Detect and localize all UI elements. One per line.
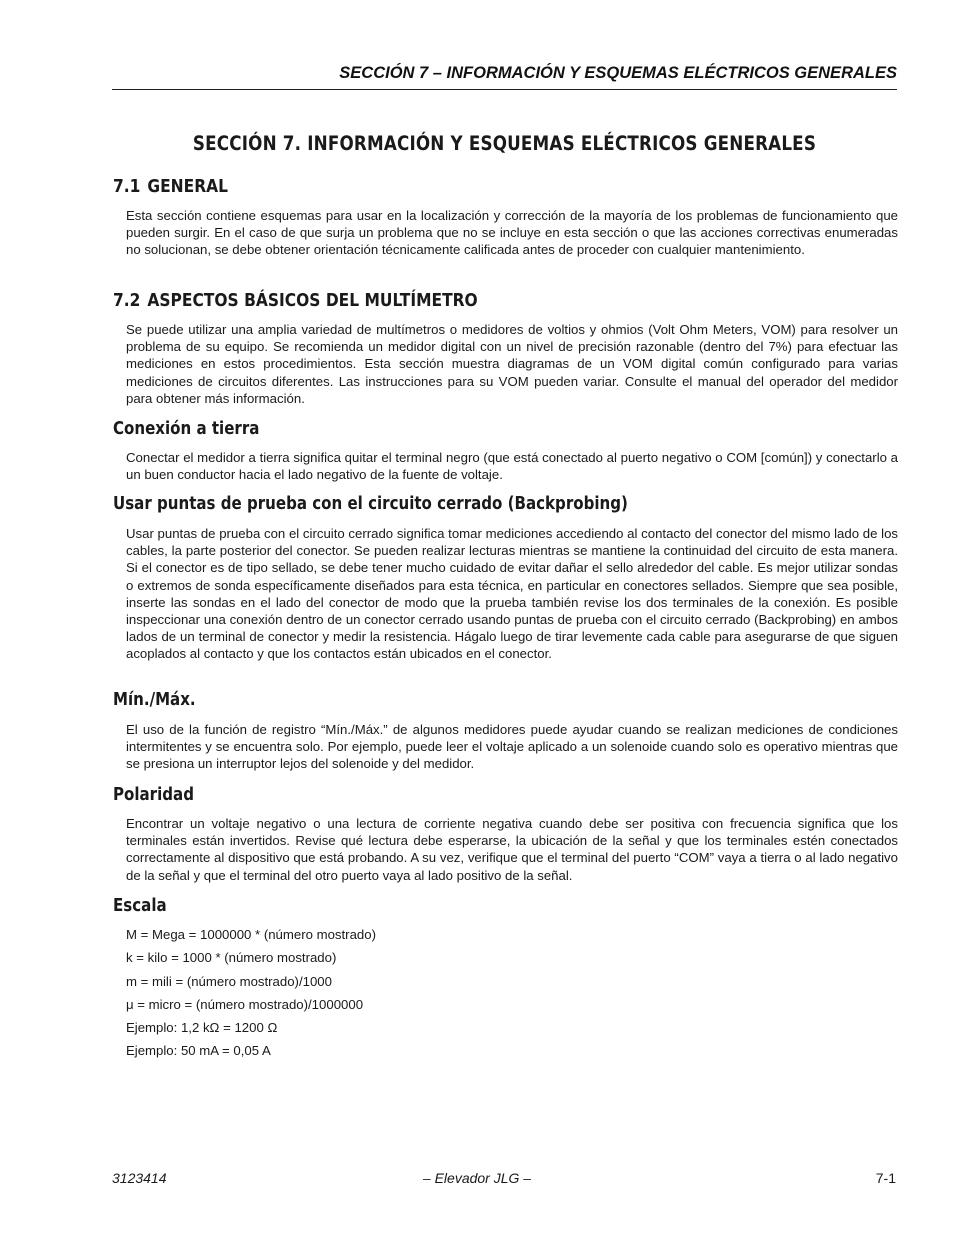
- heading-7-2-title: ASPECTOS BÁSICOS DEL MULTÍMETRO: [147, 290, 478, 311]
- ground-paragraph: Conectar el medidor a tierra significa quitar el terminal negro (que está conectado al puerto negativo o COM [común]) y conectarlo a un buen conductor hacia el lado negativo de la fuente de voltaje.: [126, 450, 898, 483]
- heading-7-1-number: 7.1: [113, 176, 141, 197]
- footer-doc-number: 3123414: [112, 1170, 167, 1186]
- scale-line-mili: m = mili = (número mostrado)/1000: [126, 974, 332, 989]
- polarity-paragraph: Encontrar un voltaje negativo o una lectura de corriente negativa cuando debe ser positiva con frecuencia significa que los terminales están invertidos. Revise qué lectura debe esperarse, la ubicación de la señal y que los terminales estén conectados correctamente al dispositivo que está probando. A su vez, verifique que el terminal del puerto “COM” vaya a tierra o al lado negativo de la señal y que el terminal del otro puerto vaya al lado positivo de la señal.: [126, 816, 898, 883]
- minmax-paragraph: El uso de la función de registro “Mín./Máx.” de algunos medidores puede ayudar cuando se realizan mediciones de condiciones intermitentes y se encuentra solo. Por ejemplo, puede leer el voltaje aplicado a un solenoide cuando solo es operativo mientras que se presiona un interruptor lejos del solenoide y del medidor.: [126, 722, 898, 772]
- general-paragraph: Esta sección contiene esquemas para usar en la localización y corrección de la mayoría de los problemas de funcionamiento que pueden surgir. En el caso de que surja un problema que no se incluye en esta sección o que las acciones correctivas enumeradas no solucionan, se debe obtener orientación técnicamente calificada antes de proceder con cualquier mantenimiento.: [126, 208, 898, 258]
- header-rule: [112, 89, 897, 90]
- heading-minmax: Mín./Máx.: [113, 690, 196, 710]
- heading-7-2: [113, 290, 478, 311]
- scale-line-micro: μ = micro = (número mostrado)/1000000: [126, 997, 364, 1012]
- scale-line-mega: M = Mega = 1000000 * (número mostrado): [126, 927, 376, 942]
- scale-line-example-kohm: Ejemplo: 1,2 kΩ = 1200 Ω: [126, 1020, 278, 1035]
- section-title: SECCIÓN 7. INFORMACIÓN Y ESQUEMAS ELÉCTRICOS GENERALES: [192, 132, 817, 155]
- backprobing-paragraph: Usar puntas de prueba con el circuito cerrado significa tomar mediciones accediendo al contacto del conector del mismo lado de los cables, la parte posterior del conector. Se pueden realizar lecturas mientras se mantiene la continuidad del circuito de esta manera. Si el conector es de tipo sellado, se debe tener mucho cuidado de evitar dañar el sello alrededor del cable. Es mejor utilizar sondas o extremos de sonda específicamente diseñados para esta técnica, en particular en conectores sellados. Siempre que sea posible, inserte las sondas en el lado del conector de modo que la prueba también revise los dos terminales de la conexión. Es posible inspeccionar una conexión dentro de un conector cerrado usando puntas de prueba con el circuito cerrado (Backprobing) en ambos lados de un terminal de conector y medir la resistencia. Hágalo luego de tirar levemente cada cable para asegurarse de que siguen acoplados al contacto y que los contactos están ubicados en el conector.: [126, 526, 898, 662]
- heading-backprobing: Usar puntas de prueba con el circuito cerrado (Backprobing): [113, 494, 628, 514]
- scale-line-kilo: k = kilo = 1000 * (número mostrado): [126, 950, 337, 965]
- multimeter-paragraph: Se puede utilizar una amplia variedad de multímetros o medidores de voltios y ohmios (Volt Ohm Meters, VOM) para resolver un problema de su equipo. Se recomienda un medidor digital con un nivel de precisión razonable (dentro del 7%) para efectuar las mediciones en estos procedimientos. Esta sección muestra diagramas de un VOM digital común configurado para varias mediciones de circuitos diferentes. Las instrucciones para su VOM pueden variar. Consulte el manual del operador del medidor para obtener más información.: [126, 322, 898, 406]
- heading-7-1-title: GENERAL: [147, 176, 228, 197]
- footer-page-number: 7-1: [875, 1170, 896, 1186]
- heading-ground: Conexión a tierra: [113, 419, 260, 439]
- heading-scale: Escala: [113, 896, 167, 916]
- running-header: SECCIÓN 7 – INFORMACIÓN Y ESQUEMAS ELÉCTRICOS GENERALES: [339, 64, 897, 82]
- scale-line-example-ma: Ejemplo: 50 mA = 0,05 A: [126, 1043, 271, 1058]
- footer-product: – Elevador JLG –: [422, 1170, 532, 1186]
- heading-polarity: Polaridad: [113, 785, 194, 805]
- heading-7-1: [113, 176, 228, 197]
- heading-7-2-number: 7.2: [113, 290, 141, 311]
